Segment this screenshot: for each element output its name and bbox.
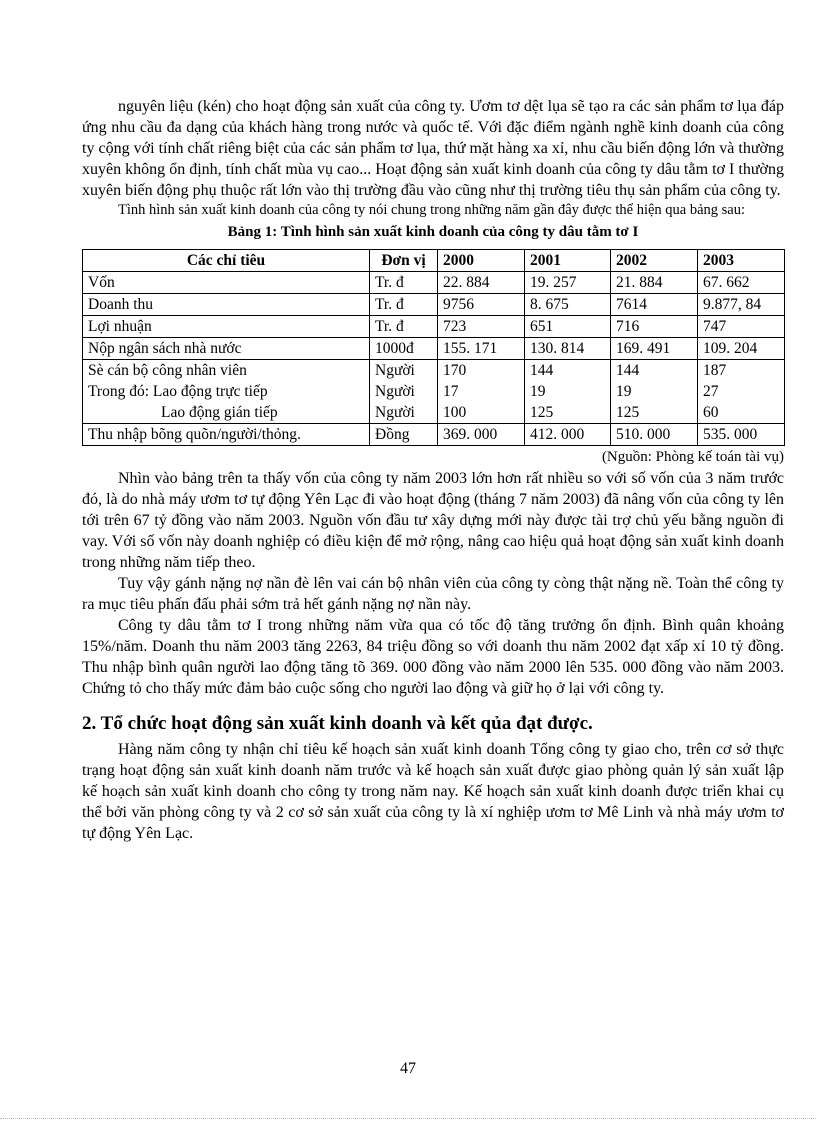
cell-value: 22. 884 (438, 272, 525, 294)
paragraph-analysis: Nhìn vào bảng trên ta thấy vốn của công ty năm 2003 lớn hơn rất nhiều so với số vốn của 3 năm trước đó, là do nhà máy ươm tơ tự động Yên Lạc đi vào hoạt động (tháng 7 năm 2003) đã nâng vốn của công ty lên tới trên 67 tỷ đồng vào năm 2003. Nguồn vốn đầu tư xây dựng mới này được tài trợ chủ yếu bằng nguồn đi vay. Với số vốn này doanh nghiệp có điều kiện để mở rộng, nâng cao hiệu quả hoạt động sản xuất kinh doanh trong những năm tiếp theo. (82, 470, 784, 571)
row-unit-group (370, 360, 438, 424)
cell-value: 9.877, 84 (698, 294, 785, 316)
table-row (83, 294, 785, 316)
page-bottom-divider (0, 1118, 816, 1119)
row-label-group (83, 360, 370, 424)
cell-value: 130. 814 (525, 338, 611, 360)
paragraph-intro: nguyên liệu (kén) cho hoạt động sản xuất của công ty. Ươm tơ dệt lụa sẽ tạo ra các sản phẩm tơ lụa đáp ứng nhu cầu đa dạng của khách hàng trong nước và quốc tế. Với đặc điểm ngành nghề kinh doanh của công ty cộng với tính chất riêng biệt của các sản phẩm tơ lụa, thứ mặt hàng xa xỉ, nhu cầu biến động lớn và thường xuyên không ổn định, tính chất mùa vụ cao... Hoạt động sản xuất kinh doanh của công ty dâu tằm tơ I thường xuyên biến động phụ thuộc rất lớn vào thị trường đầu vào cũng như thị trường tiêu thụ sản phẩm của công ty. (82, 98, 784, 199)
row-unit: Đồng (370, 424, 438, 446)
row-unit: Người (375, 362, 415, 379)
paragraph-debt: Tuy vậy gánh nặng nợ nần đè lên vai cán bộ nhân viên của công ty còng thật nặng nề. Toàn thể công ty ra mục tiêu phấn đấu phải sớm trả hết gánh nặng nợ nần này. (82, 575, 784, 613)
cell-value: 19 (530, 383, 546, 400)
row-label: Nộp ngân sách nhà nước (83, 338, 370, 360)
cell-value: 412. 000 (525, 424, 611, 446)
cell-value: 7614 (611, 294, 698, 316)
section-heading: 2. Tổ chức hoạt động sản xuất kinh doanh và kết qủa đạt được. (82, 713, 593, 734)
cell-value: 187 (703, 362, 727, 379)
cell-value-group (438, 360, 525, 424)
row-unit: Người (375, 383, 415, 400)
paragraph-planning: Hàng năm công ty nhận chỉ tiêu kế hoạch sản xuất kinh doanh Tổng công ty giao cho, trên cơ sở thực trạng hoạt động sản xuất kinh doanh năm trước và kế hoạch sản xuất được giao phòng quản lý sản xuất lập kế hoạch sản xuất kinh doanh cho công ty trong năm nay. Kế hoạch sản xuất kinh doanh được triển khai cụ thể bởi văn phòng công ty và 2 cơ sở sản xuất của công ty là xí nghiệp ươm tơ Mê Linh và nhà máy ươm tơ tự động Yên Lạc. (82, 741, 784, 842)
cell-value: 169. 491 (611, 338, 698, 360)
cell-value: 125 (530, 404, 554, 421)
cell-value: 109. 204 (698, 338, 785, 360)
cell-value: 19. 257 (525, 272, 611, 294)
cell-value: 9756 (438, 294, 525, 316)
document-page (82, 96, 784, 844)
row-label: Trong đó: Lao động trực tiếp (88, 383, 268, 400)
cell-value: 67. 662 (698, 272, 785, 294)
row-label: Sè cán bộ công nhân viên (88, 362, 247, 379)
cell-value: 716 (611, 316, 698, 338)
cell-value: 747 (698, 316, 785, 338)
header-year: 2001 (525, 250, 611, 272)
cell-value: 17 (443, 383, 459, 400)
cell-value: 170 (443, 362, 467, 379)
row-label: Doanh thu (83, 294, 370, 316)
cell-value: 125 (616, 404, 640, 421)
cell-value: 723 (438, 316, 525, 338)
paragraph-growth: Công ty dâu tằm tơ I trong những năm vừa qua có tốc độ tăng trưởng ổn định. Bình quân khoảng 15%/năm. Doanh thu năm 2003 tăng 2263, 84 triệu đồng so với doanh thu năm 2002 đạt xấp xỉ 10 tỷ đồng. Thu nhập bình quân người lao động tăng tõ 369. 000 đồng vào năm 2000 lên 535. 000 đồng vào năm 2003. Chứng tỏ cho thấy mức đảm bảo cuộc sống cho người lao động và giữ họ ở lại với công ty. (82, 617, 784, 697)
cell-value: 369. 000 (438, 424, 525, 446)
row-label: Lợi nhuận (83, 316, 370, 338)
row-unit: Tr. đ (370, 316, 438, 338)
table-source-note: (Nguồn: Phòng kế toán tài vụ) (601, 449, 784, 465)
row-label: Lao động gián tiếp (161, 404, 278, 421)
business-results-table (82, 249, 785, 446)
cell-value: 8. 675 (525, 294, 611, 316)
cell-value: 535. 000 (698, 424, 785, 446)
table-header-row (83, 250, 785, 272)
row-unit: Tr. đ (370, 272, 438, 294)
header-year: 2003 (698, 250, 785, 272)
table-row (83, 316, 785, 338)
cell-value: 19 (616, 383, 632, 400)
row-label: Thu nhập bõng quõn/người/thỏng. (83, 424, 370, 446)
page-number: 47 (400, 1060, 416, 1077)
cell-value: 144 (530, 362, 554, 379)
cell-value: 21. 884 (611, 272, 698, 294)
cell-value: 510. 000 (611, 424, 698, 446)
header-year: 2000 (438, 250, 525, 272)
cell-value-group (525, 360, 611, 424)
header-unit: Đơn vị (370, 250, 438, 272)
cell-value: 100 (443, 404, 467, 421)
table-row (83, 424, 785, 446)
cell-value-group (611, 360, 698, 424)
header-year: 2002 (611, 250, 698, 272)
header-indicator: Các chỉ tiêu (83, 250, 370, 272)
row-unit: Tr. đ (370, 294, 438, 316)
table-row-group-staff (83, 360, 785, 424)
row-label: Vốn (83, 272, 370, 294)
paragraph-table-lead: Tình hình sản xuất kinh doanh của công ty nói chung trong những năm gần đây được thể hiện qua bảng sau: (118, 202, 746, 218)
table-row (83, 338, 785, 360)
row-unit: 1000đ (370, 338, 438, 360)
table-row (83, 272, 785, 294)
cell-value: 27 (703, 383, 719, 400)
cell-value: 144 (616, 362, 640, 379)
cell-value: 651 (525, 316, 611, 338)
cell-value: 60 (703, 404, 719, 421)
cell-value: 155. 171 (438, 338, 525, 360)
table-title: Bảng 1: Tình hình sản xuất kinh doanh của công ty dâu tằm tơ I (227, 224, 639, 240)
row-unit: Người (375, 404, 415, 421)
cell-value-group (698, 360, 785, 424)
